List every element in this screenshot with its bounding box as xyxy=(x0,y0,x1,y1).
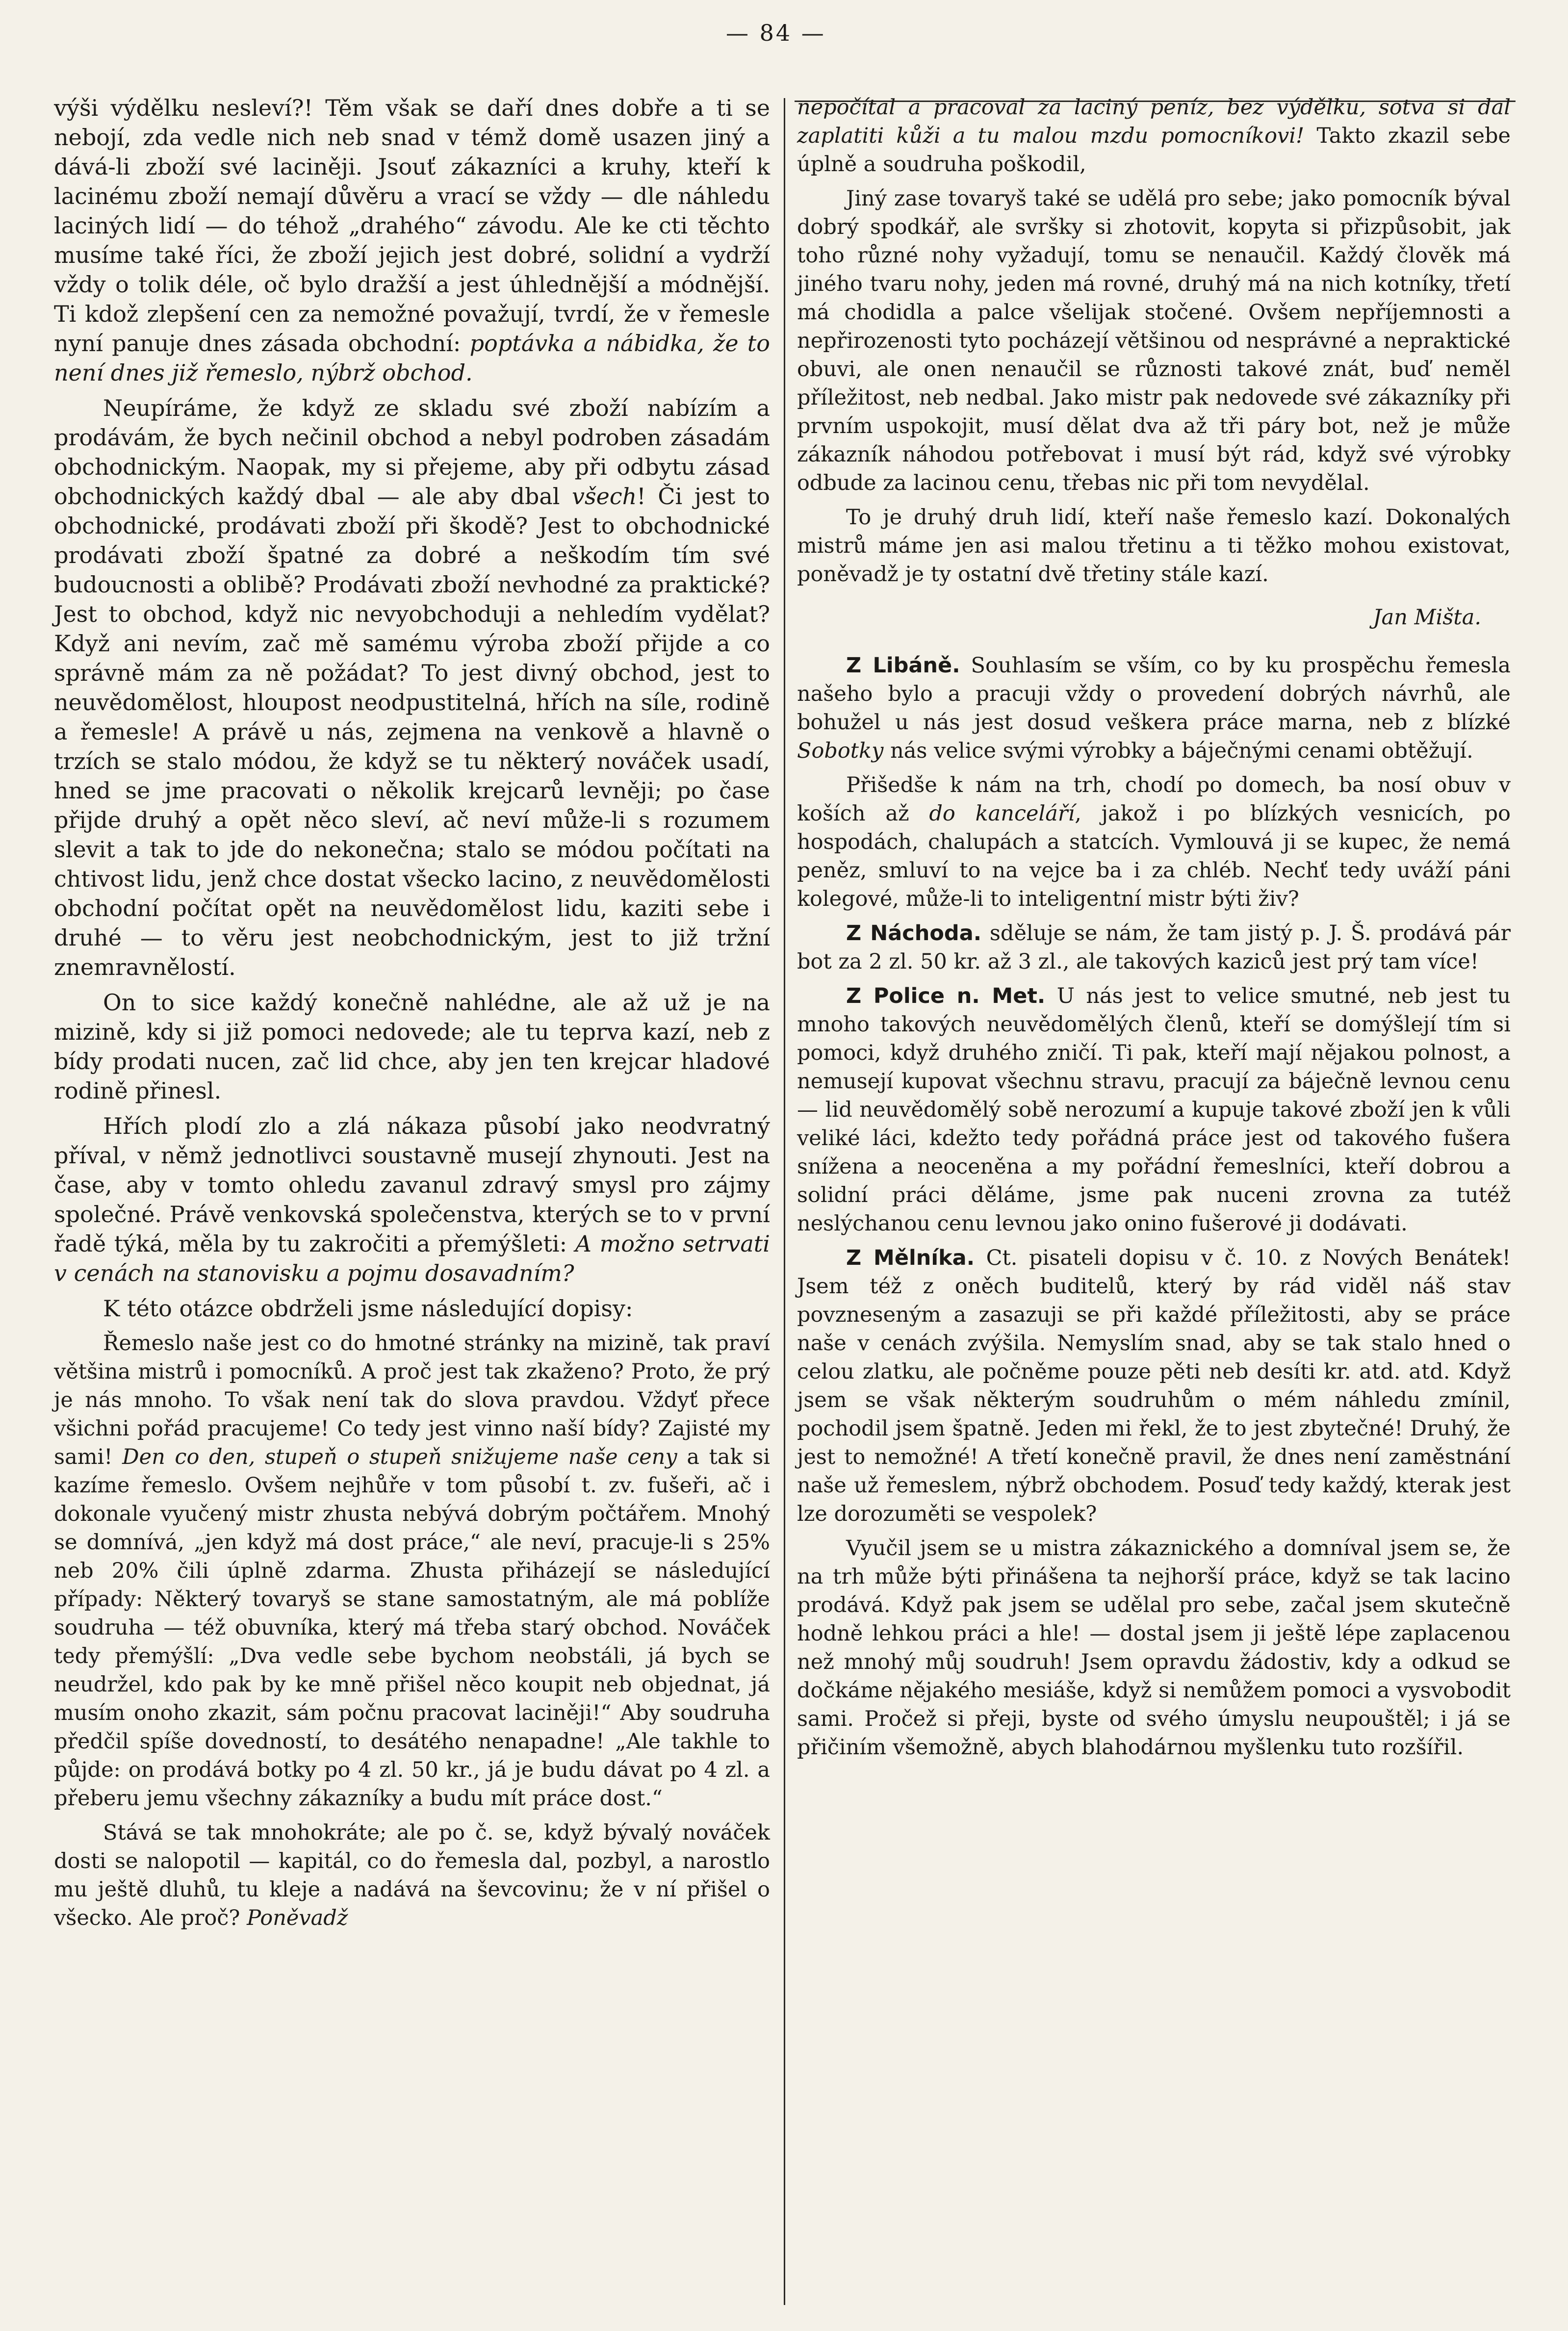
paragraph: K této otázce obdrželi jsme následující dopisy: xyxy=(103,1295,633,1322)
paragraph: On to sice každý konečně nahlédne, ale až už je na mizině, kdy si již pomoci nedovede; ale tu teprva kazí, neb z bídy prodati nucen, zač lid chce, aby jen ten krejcar hladové rodině přinesl. xyxy=(54,989,770,1104)
letter-paragraph: Řemeslo naše jest co do hmotné stránky na mizině, tak praví většina mistrů i pomocníků. A proč jest tak zkaženo? Proto, že prý je nás mnoho. To však není tak do slova pravdou. Vždyť přece všichni pořád pracujeme! Co tedy jest vinno naší bídy? Zajisté my sami! Den co den, stupeň o stupeň snižujeme naše ceny a tak si kazíme řemeslo. Ovšem nejhůře v tom působí t. zv. fušeři, ač i dokonale vyučený mistr zhusta nebývá dobrým počtářem. Mnohý se domnívá, „jen když má dost práce,“ ale neví, pracuje-li s 25% neb 20% čili úplně zdarma. Zhusta přiházejí se následující případy: Některý tovaryš se stane samostatným, ale má poblíže soudruha — též obuvníka, který má třeba starý obchod. Nováček tedy přemýšlí: „Dva vedle sebe bychom neobstáli, já bych se neudržel, kdo pak by ke mně přišel něco koupit neb objednat, já musím onoho zkazit, sám počnu pracovat laciněji!“ Aby soudruha předčil spíše dovedností, to desátého nenapadne! „Ale takhle to půjde: on prodává botky po 4 zl. 50 kr., já je budu dávat po 4 zl. a přeberu jemu všechny zákazníky a budu mít práce dost.“ xyxy=(54,1331,771,1811)
left-column xyxy=(54,93,770,1938)
place-heading: Z Libáně. xyxy=(846,653,960,678)
letter-paragraph: To je druhý druh lidí, kteří naše řemeslo kazí. Dokonalých mistrů máme jen asi malou třetinu a ti těžko mohou existovat, poněvadž je ty ostatní dvě třetiny stále kazí. xyxy=(797,505,1511,587)
paragraph: výši výdělku nesleví?! Těm však se daří dnes dobře a ti se nebojí, zda vedle nich neb snad v témž domě usazen jiný a dává-li zboží své laciněji. Jsouť zákazníci a kruhy, kteří k lacinému zboží nemají důvěru a vrací se vždy — dle náhledu laciných lidí — do téhož „drahého“ závodu. Ale ke cti těchto musíme také říci, že zboží jejich jest dobré, solidní a vydrží vždy o tolik déle, oč bylo dražší a jest úhlednější a módnější. Ti kdož zlepšení cen za nemožné považují, tvrdí, že v řemesle nyní panuje dnes zásada obchodní: poptávka a nábidka, že to není dnes již řemeslo, nýbrž obchod. xyxy=(54,95,770,386)
paragraph: Neupíráme, že když ze skladu své zboží nabízím a prodávám, že bych nečinil obchod a nebyl podroben zásadám obchodnickým. Naopak, my si přejeme, aby při odbytu zásad obchodnických každý dbal — ale aby dbal všech! Či jest to obchodnické, prodávati zboží při škodě? Jest to obchodnické prodávati zboží špatné za dobré a neškodím tím své budoucnosti a oblibě? Prodávati zboží nevhodné za praktické? Jest to obchod, když nic nevyobchoduji a nehledím vydělat? Když ani nevím, zač mě samému výroba zboží přijde a co správně mám za ně požádat? To jest divný obchod, jest to neuvědomělost, hloupost neodpustitelná, hřích na síle, rodině a řemesle! A právě u nás, zejmena na venkově a hlavně o trzích se stalo módou, že když se tu některý nováček usadí, hned se jme pracovati o několik krejcarů levněji; po čase přijde druhý a opět něco sleví, ač neví může-li s rozumem slevit a tak to jde do nekonečna; stalo se módou počítati na chtivost lidu, jenž chce dostat všecko lacino, z neuvědomělosti obchodní počítat opět na neuvědomělost lidu, kaziti sebe i druhé — to věru jest neobchodnickým, jest to již tržní znemravnělostí. xyxy=(54,395,771,980)
place-heading: Z Mělníka. xyxy=(846,1246,975,1270)
column-divider xyxy=(784,98,785,2305)
letter-police: Z Police n. Met. U nás jest to velice smutné, neb jest tu mnoho takových neuvědomělých členů, kteří se domýšlejí tím si pomoci, když druhého zničí. Ti pak, kteří mají nějakou polnost, a nemusejí kupovat všechnu stravu, pracují za báječně levnou cenu — lid neuvědomělý sobě nerozumí a kupuje takové zboží jen k vůli veliké láci, kdežto tedy pořádná práce jest od takového fušera snížena a neoceněna a my pořádní řemeslníci, kteří dobrou a solidní práci děláme, jsme pak nuceni zrovna za tutéž neslýchanou cenu levnou jako onino fušerové ji dodávati. xyxy=(797,984,1511,1236)
author-signature: Jan Mišta. xyxy=(1373,605,1481,630)
letter-nachod: Z Náchoda. sděluje se nám, že tam jistý p. J. Š. prodává pár bot za 2 zl. 50 kr. až 3 zl., ale takových kaziců jest prý tam více! xyxy=(797,921,1511,974)
letter-paragraph: nepočítal a pracoval za laciný peníz, bez výdělku, sotva si dal zaplatiti kůži a tu malou mzdu pomocníkovi! Takto zkazil sebe úplně a soudruha poškodil, xyxy=(797,95,1511,177)
letter-libane: Z Libáně. Souhlasím se vším, co by ku prospěchu řemesla našeho bylo a pracuji vždy o provedení dobrých návrhů, ale bohužel u nás jest dosud veškera práce marna, neb z blízké Sobotky nás velice svými výrobky a báječnými cenami obtěžují. xyxy=(797,653,1511,763)
paragraph: Hřích plodí zlo a zlá nákaza působí jako neodvratný příval, v němž jednotlivci soustavně musejí zhynouti. Jest na čase, aby v tomto ohledu zavanul zdravý smysl pro zájmy společné. Právě venkovská společenstva, kterých se to v první řadě týká, měla by tu zakročiti a přemýšleti: A možno setrvati v cenách na stanovisku a pojmu dosavadním? xyxy=(54,1113,771,1286)
right-column xyxy=(797,93,1511,1767)
letter-paragraph: Přišedše k nám na trh, chodí po domech, ba nosí obuv v koších až do kanceláří, jakož i po blízkých vesnicích, po hospodách, chalupách a statcích. Vymlouvá ji se kupec, že nemá peněz, smluví to na vejce ba i za chléb. Nechť tedy uváží páni kolegové, může-li to inteligentní mistr býti živ? xyxy=(797,773,1511,911)
place-heading: Z Police n. Met. xyxy=(846,984,1046,1008)
letter-paragraph: Jiný zase tovaryš také se udělá pro sebe; jako pomocník býval dobrý spodkář, ale svršky si zhotovit, kopyta si přizpůsobit, jak toho různé nohy vyžadují, tomu se nenaučil. Každý člověk má jiného tvaru nohy, jeden má rovné, druhý má na nich kotníky, třetí má chodidla a palce všelijak stočené. Ovšem nepříjemnosti a nepřirozenosti tyto pocházejí většinou od nesprávné a nepraktické obuvi, ale onen nenaučil se různosti takové znát, buď neměl příležitost, neb nedbal. Jako mistr pak nedovede své zákazníky při prvním uspokojit, musí dělat dva až tři páry bot, než je může zákazník náhodou potřebovat i musí být rád, když své výrobky odbude za lacinou cenu, třebas nic při tom nevydělal. xyxy=(797,186,1511,495)
letter-melnik: Z Mělníka. Ct. pisateli dopisu v č. 10. z Nových Benátek! Jsem též z oněch buditelů, který by rád viděl náš stav povzneseným a zasazuji se při každé příležitosti, aby se práce naše v cenách zvýšila. Nemyslím snad, aby se tak stalo hned o celou zlatku, ale počněme pouze pěti neb desíti kr. atd. atd. Když jsem se však některým soudruhům o mém náhledu zmínil, pochodil jsem špatně. Jeden mi řekl, že to jest zbytečné! Druhý, že jest to nemožné! A třetí konečně pravil, že dnes není zaměstnání naše už řemeslem, nýbrž obchodem. Posuď tedy každý, kterak jest lze dorozuměti se vespolek? xyxy=(797,1246,1511,1526)
place-heading: Z Náchoda. xyxy=(846,921,982,946)
letter-paragraph: Stává se tak mnohokráte; ale po č. se, když bývalý nováček dosti se nalopotil — kapitál, co do řemesla dal, pozbyl, a narostlo mu ještě dluhů, tu kleje a nadává na ševcovinu; že v ní přišel o všecko. Ale proč? Poněvadž xyxy=(54,1820,770,1930)
letter-paragraph: Vyučil jsem se u mistra zákaznického a domníval jsem se, že na trh může býti přinášena ta nejhorší práce, když se tak lacino prodává. Když pak jsem se udělal pro sebe, začal jsem skutečně hodně lehkou práci a hle! — dostal jsem ji ještě lépe zaplacenou než mnohý můj soudruh! Jsem opravdu žádostiv, kdy a odkud se dočkáme nějakého mesiáše, když si nemůžem pomoci a vysvobodit sami. Pročež si přeji, byste od svého úmyslu neupouštěl; i já se přičiním všemožně, abych blahodárnou myšlenku tuto rozšířil. xyxy=(797,1536,1511,1760)
page-number: — 84 — xyxy=(726,20,826,46)
